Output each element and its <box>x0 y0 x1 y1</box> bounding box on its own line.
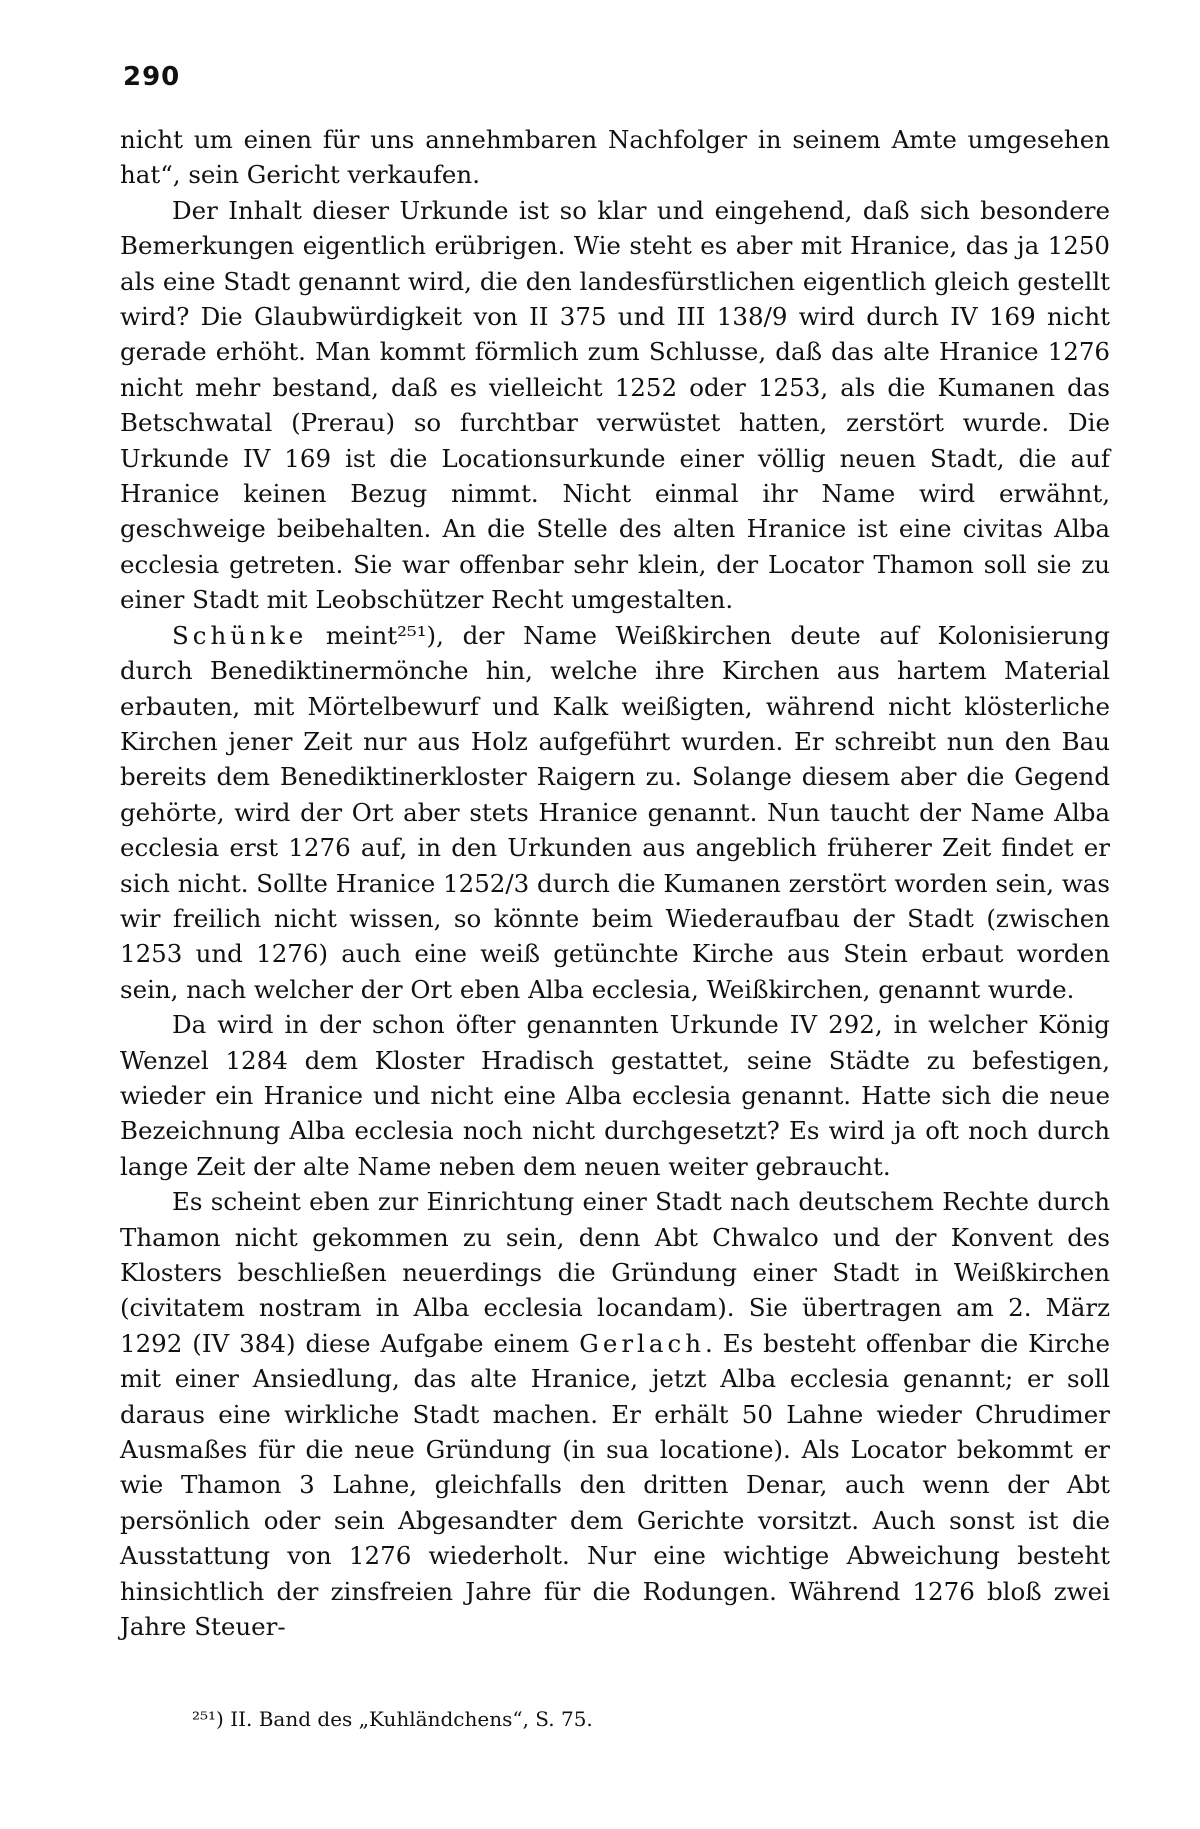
paragraph-text: . Es besteht offenbar die Kirche mit einer Ansiedlung, das alte Hranice, jetzt Alba ecclesia genannt; er soll daraus eine wirkliche Stadt machen. Er erhält 50 Lahne wieder Chrudimer Ausmaßes für die neue Gründung (in sua locatione). Als Locator bekommt er wie Thamon 3 Lahne, gleichfalls den dritten Denar, auch wenn der Abt persönlich oder sein Abgesandter dem Gerichte vorsitzt. Auch sonst ist die Ausstattung von 1276 wiederholt. Nur eine wichtige Abweichung besteht hinsichtlich der zinsfreien Jahre für die Rodungen. Während 1276 bloß zwei Jahre Steuer- <box>120 1328 1111 1642</box>
page-number: 290 <box>123 62 181 92</box>
body-text <box>120 122 1110 1644</box>
person-name-spaced: Gerlach <box>579 1328 705 1358</box>
author-name-spaced: Schünke <box>172 620 308 650</box>
paragraph <box>120 618 1110 1007</box>
paragraph-text: Es scheint eben zur Einrichtung einer Stadt nach deutschem Rechte durch Thamon nicht gekommen zu sein, denn Abt Chwalco und der Konvent des Klosters beschließen neuerdings die Gründung einer Stadt in Weißkirchen (civitatem nostram in Alba ecclesia locandam). Sie übertragen am 2. März 1292 (IV 384) diese Aufgabe einem <box>120 1187 1110 1358</box>
paragraph-text: meint²⁵¹), der Name Weißkirchen deute auf Kolonisierung durch Benediktinermönche hin, welche ihre Kirchen aus hartem Material erbauten, mit Mörtelbewurf und Kalk weißigten, während nicht klösterliche Kirchen jener Zeit nur aus Holz aufgeführt wurden. Er schreibt nun den Bau bereits dem Benediktinerkloster Raigern zu. Solange diesem aber die Gegend gehörte, wird der Ort aber stets Hranice genannt. Nun taucht der Name Alba ecclesia erst 1276 auf, in den Urkunden aus angeblich früherer Zeit findet er sich nicht. Sollte Hranice 1252/3 durch die Kumanen zerstört worden sein, was wir freilich nicht wissen, so könnte beim Wiederaufbau der Stadt (zwischen 1253 und 1276) auch eine weiß getünchte Kirche aus Stein erbaut worden sein, nach welcher der Ort eben Alba ecclesia, Weißkirchen, genannt wurde. <box>120 620 1110 1004</box>
paragraph: Der Inhalt dieser Urkunde ist so klar und eingehend, daß sich besondere Bemerkungen eigentlich erübrigen. Wie steht es aber mit Hranice, das ja 1250 als eine Stadt genannt wird, die den landesfürstlichen eigentlich gleich gestellt wird? Die Glaubwürdigkeit von II 375 und III 138/9 wird durch IV 169 nicht gerade erhöht. Man kommt förmlich zum Schlusse, daß das alte Hranice 1276 nicht mehr bestand, daß es vielleicht 1252 oder 1253, als die Kumanen das Betschwatal (Prerau) so furchtbar verwüstet hatten, zerstört wurde. Die Urkunde IV 169 ist die Locationsurkunde einer völlig neuen Stadt, die auf Hranice keinen Bezug nimmt. Nicht einmal ihr Name wird erwähnt, geschweige beibehalten. An die Stelle des alten Hranice ist eine civitas Alba ecclesia getreten. Sie war offenbar sehr klein, der Locator Thamon soll sie zu einer Stadt mit Leobschützer Recht umgestalten. <box>120 195 1110 615</box>
paragraph-continuation: nicht um einen für uns annehmbaren Nachfolger in seinem Amte umgesehen hat“, sein Gericht verkaufen. <box>120 125 1110 190</box>
footnote: ²⁵¹) II. Band des „Kuhländchens“, S. 75. <box>192 1707 593 1731</box>
paragraph <box>120 1184 1110 1644</box>
paragraph: Da wird in der schon öfter genannten Urkunde IV 292, in welcher König Wenzel 1284 dem Kloster Hradisch gestattet, seine Städte zu befestigen, wieder ein Hranice und nicht eine Alba ecclesia genannt. Hatte sich die neue Bezeichnung Alba ecclesia noch nicht durchgesetzt? Es wird ja oft noch durch lange Zeit der alte Name neben dem neuen weiter gebraucht. <box>120 1010 1110 1181</box>
